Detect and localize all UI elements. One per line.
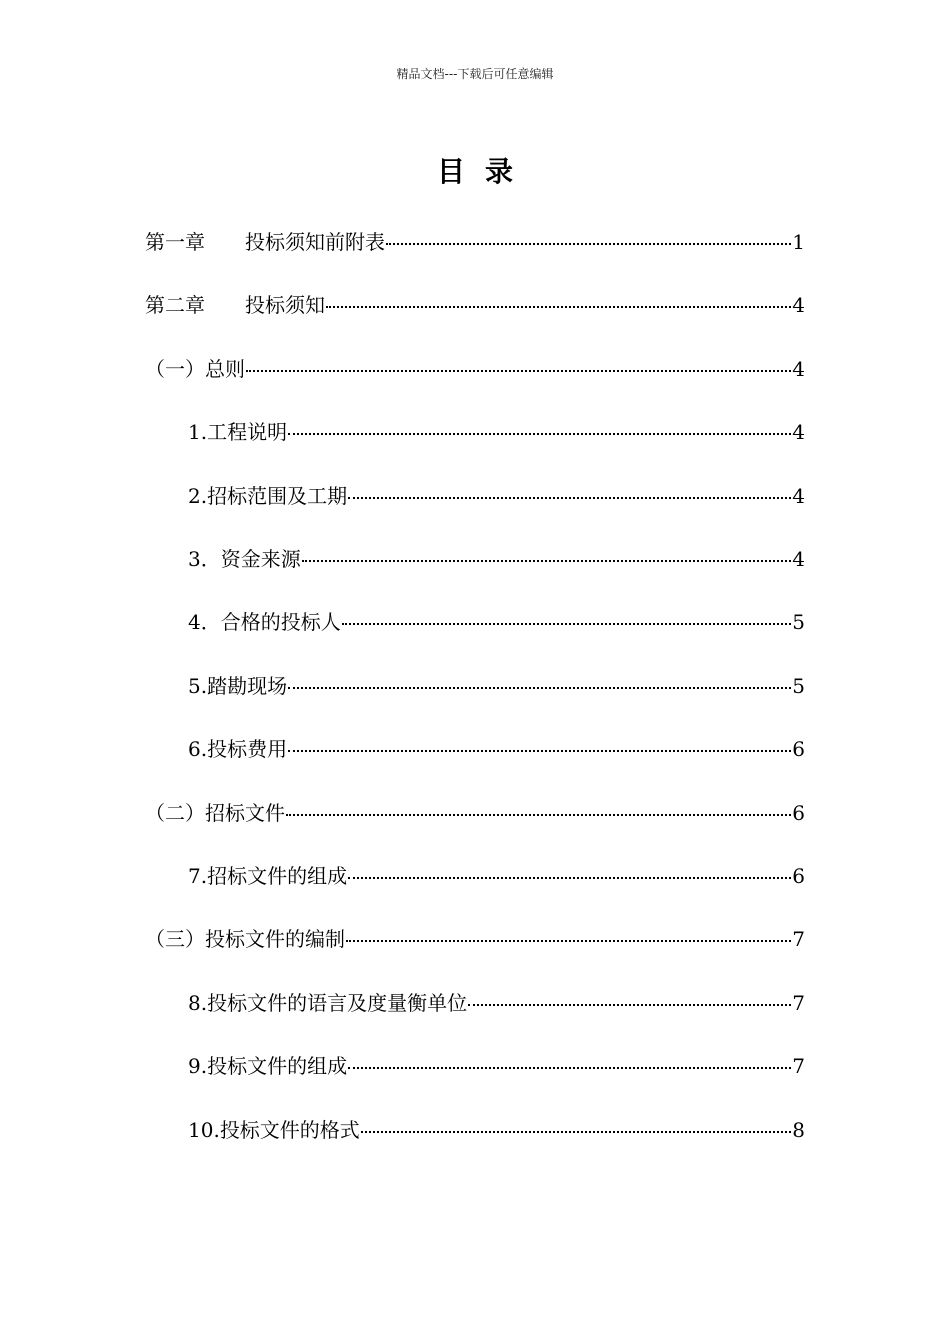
toc-entry-number: 5.: [188, 673, 208, 698]
toc-entry-page-number: 4: [792, 420, 805, 445]
toc-entry[interactable]: [188, 983, 805, 1023]
toc-entry[interactable]: [145, 349, 805, 389]
toc-entry-number: 3．: [188, 547, 221, 571]
toc-entry-number: 1.: [188, 420, 208, 445]
toc-entry[interactable]: [145, 919, 805, 959]
toc-entry-number: 2.: [188, 483, 208, 508]
toc-entry-label: 招标范围及工期: [207, 483, 348, 508]
toc-entry-page-number: 7: [792, 1054, 805, 1079]
toc-entry[interactable]: [188, 856, 805, 896]
toc-entry-page-number: 4: [792, 547, 805, 571]
toc-entry-page-number: 6: [792, 800, 805, 825]
toc-entry-label: 资金来源: [220, 547, 301, 571]
toc-entry[interactable]: [188, 1110, 805, 1150]
toc-entry-number: 10.: [188, 1117, 220, 1142]
toc-entry-label: 投标文件的组成: [207, 1054, 348, 1079]
toc-entry-page-number: 4: [792, 293, 805, 318]
toc-entry-label: 投标费用: [207, 737, 288, 762]
toc-entry[interactable]: [188, 666, 805, 706]
toc-entry-label: 招标文件: [205, 800, 285, 825]
toc-entry-page-number: 7: [792, 990, 805, 1015]
toc-dot-leader: [288, 749, 791, 752]
toc-entry-page-number: 5: [792, 673, 805, 698]
toc-entry[interactable]: [145, 285, 805, 325]
toc-entry-page-number: 4: [792, 483, 805, 508]
toc-entry-page-number: 1: [792, 230, 805, 254]
toc-entry-number: （三）: [145, 927, 205, 952]
toc-dot-leader: [246, 369, 791, 372]
toc-entry[interactable]: [188, 1046, 805, 1086]
toc-entry-page-number: 7: [792, 927, 805, 952]
toc-entry-label: 招标文件的组成: [207, 864, 348, 888]
page-header: 精品文档---下载后可任意编辑: [396, 67, 554, 81]
toc-entry-page-number: 6: [792, 737, 805, 762]
toc-entry-label: 合格的投标人: [220, 610, 341, 635]
toc-dot-leader: [288, 686, 791, 689]
toc-entry-number: 7.: [188, 864, 208, 888]
toc-dot-leader: [342, 622, 792, 625]
toc-entry[interactable]: [188, 476, 805, 516]
toc-title: 目录: [436, 155, 533, 188]
toc-entry-number: （二）: [145, 800, 205, 825]
toc-dot-leader: [288, 432, 791, 435]
toc-dot-leader: [348, 496, 791, 499]
toc-entry-label: 踏勘现场: [207, 673, 288, 698]
toc-dot-leader: [348, 876, 791, 879]
toc-entry-label: 投标须知前附表: [245, 230, 385, 254]
toc-entry-page-number: 5: [792, 610, 805, 635]
toc-entry-label: 工程说明: [207, 420, 288, 445]
toc-dot-leader: [468, 1003, 791, 1006]
toc-dot-leader: [286, 813, 791, 816]
toc-entry-number: （一）: [145, 356, 205, 381]
toc-dot-leader: [326, 305, 791, 308]
toc-entry-page-number: 4: [792, 356, 805, 381]
toc-entry-number: 6.: [188, 737, 208, 762]
toc-entry-label: 投标文件的语言及度量衡单位: [207, 990, 468, 1015]
toc-entry[interactable]: [188, 602, 805, 642]
toc-entry-number: 第二章: [145, 293, 205, 318]
toc-dot-leader: [346, 939, 791, 942]
toc-entry-number: 9.: [188, 1054, 208, 1079]
toc-entry-label: 投标文件的编制: [205, 927, 345, 952]
toc-entry-label: 投标须知: [245, 293, 325, 318]
toc-entry-label: 总则: [205, 356, 245, 381]
toc-dot-leader: [361, 1130, 791, 1133]
toc-entry-page-number: 8: [792, 1117, 805, 1142]
toc-entry-number: 8.: [188, 990, 208, 1015]
toc-dot-leader: [348, 1066, 791, 1069]
toc-entry-number: 第一章: [145, 230, 205, 254]
toc-dot-leader: [386, 242, 791, 245]
toc-entry[interactable]: [145, 222, 805, 262]
toc-dot-leader: [302, 559, 792, 562]
toc-entry[interactable]: [188, 412, 805, 452]
toc-entry[interactable]: [188, 729, 805, 769]
toc-entry-number: 4．: [188, 610, 221, 635]
toc-entry[interactable]: [188, 539, 805, 579]
toc-entry-page-number: 6: [792, 864, 805, 888]
toc-entry[interactable]: [145, 793, 805, 833]
toc-entry-label: 投标文件的格式: [219, 1117, 360, 1142]
